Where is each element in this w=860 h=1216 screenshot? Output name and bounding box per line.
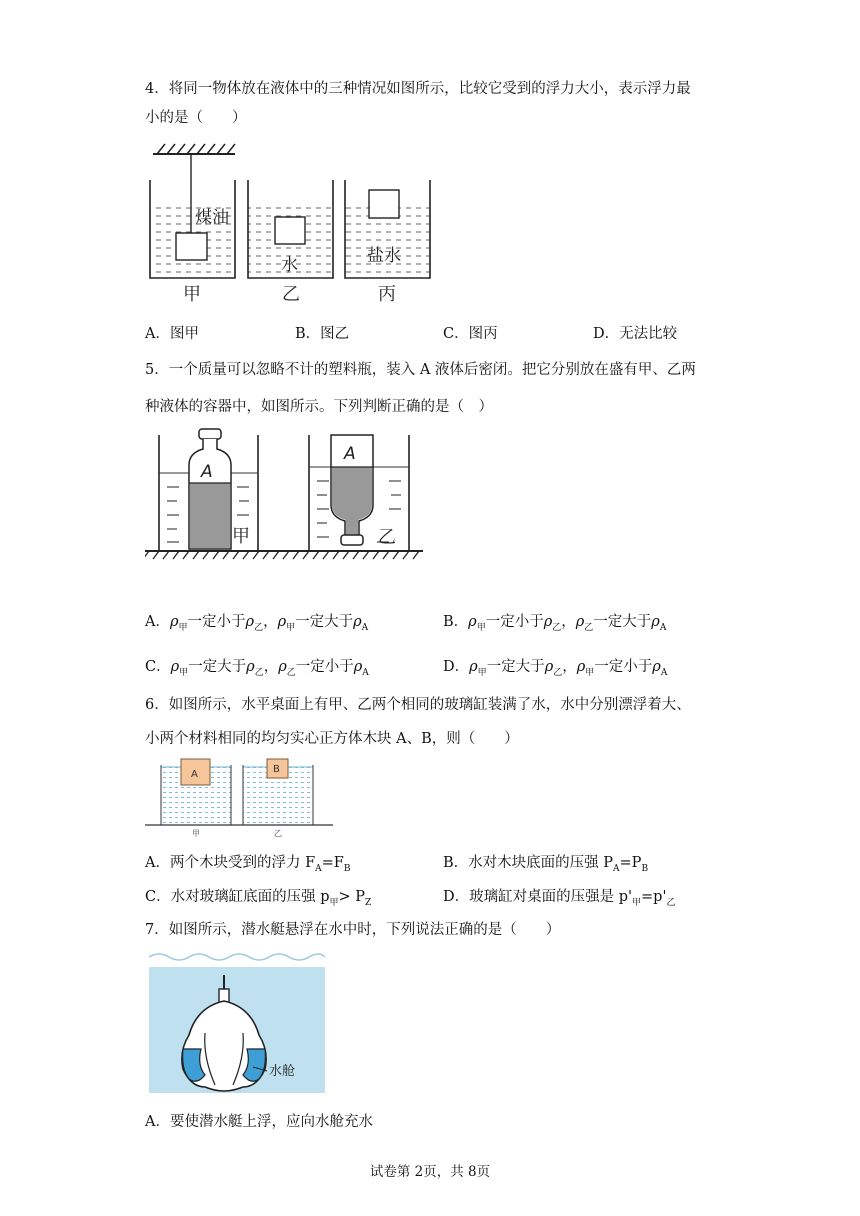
q4-option-a[interactable]: A．图甲 [145, 326, 199, 342]
q6-yi-label: 乙 [274, 829, 282, 837]
q5-option-d[interactable]: D．$\rho_甲$一定大于$\rho_乙$，$\rho_甲$一定小于$\rho_A$ [443, 659, 668, 678]
q6-figure [145, 755, 335, 837]
q4-kerosene-label: 煤油 [195, 208, 229, 228]
q7-cabin-label: 水舱 [269, 1064, 296, 1079]
q4-option-c[interactable]: C．图丙 [443, 326, 498, 342]
q7-stem-line1: 7．如图所示，潜水艇悬浮在水中时，下列说法正确的是（ ） [145, 922, 561, 938]
q4-bing-label: 丙 [378, 284, 396, 305]
q4-brine-label: 盐水 [367, 246, 401, 266]
q6-stem-line1: 6．如图所示，水平桌面上有甲、乙两个相同的玻璃缸装满了水，水中分别漂浮着大、 [145, 697, 691, 713]
q7-option-a[interactable]: A．要使潜水艇上浮，应向水舱充水 [145, 1114, 373, 1130]
q5-yi-label: 乙 [378, 527, 396, 548]
q6-block-a-label: A [191, 769, 198, 780]
q6-option-d[interactable]: D．玻璃缸对桌面的压强是 $p'_甲=p'_乙$ [443, 889, 676, 908]
q4-figure [145, 140, 445, 305]
q4-jia-label: 甲 [183, 284, 201, 305]
q6-block-b-label: B [273, 764, 280, 775]
q4-stem-line2: 小的是（ ） [145, 110, 247, 126]
q6-option-c[interactable]: C．水对玻璃缸底面的压强 $p_甲> P_Z$ [145, 889, 372, 908]
q4-option-b[interactable]: B．图乙 [295, 326, 350, 342]
q5-stem-line2: 种液体的容器中，如图所示。下列判断正确的是（ ） [145, 399, 493, 415]
q5-a-label-1: A [201, 462, 213, 482]
q5-option-c[interactable]: C．$\rho_甲$一定大于$\rho_乙$，$\rho_乙$一定小于$\rho_A$ [145, 659, 369, 678]
q5-stem-line1: 5．一个质量可以忽略不计的塑料瓶，装入 A 液体后密闭。把它分别放在盛有甲、乙两 [145, 362, 696, 378]
q4-yi-label: 乙 [282, 284, 300, 305]
q4-option-d[interactable]: D．无法比较 [593, 326, 678, 342]
q5-figure [145, 425, 425, 565]
q5-jia-label: 甲 [232, 526, 250, 547]
page-footer: 试卷第 2页，共 8页 [369, 1164, 491, 1180]
q6-option-b[interactable]: B．水对木块底面的压强 $P_A=P_B$ [443, 855, 649, 874]
q4-water-label: 水 [281, 255, 298, 275]
q6-jia-label: 甲 [192, 829, 200, 837]
q5-option-b[interactable]: B．$\rho_甲$一定小于$\rho_乙$，$\rho_乙$一定大于$\rho_A$ [443, 614, 667, 633]
q4-stem-line1: 4．将同一物体放在液体中的三种情况如图所示，比较它受到的浮力大小，表示浮力最 [145, 81, 691, 97]
q7-figure [145, 945, 330, 1097]
q6-option-a[interactable]: A．两个木块受到的浮力 $F_A=F_B$ [145, 855, 351, 874]
q6-stem-line2: 小两个材料相同的均匀实心正方体木块 A、B，则（ ） [145, 731, 519, 747]
q5-option-a[interactable]: A．$\rho_甲$一定小于$\rho_乙$，$\rho_甲$一定大于$\rho_A$ [145, 614, 369, 633]
q5-a-label-2: A [344, 444, 356, 464]
